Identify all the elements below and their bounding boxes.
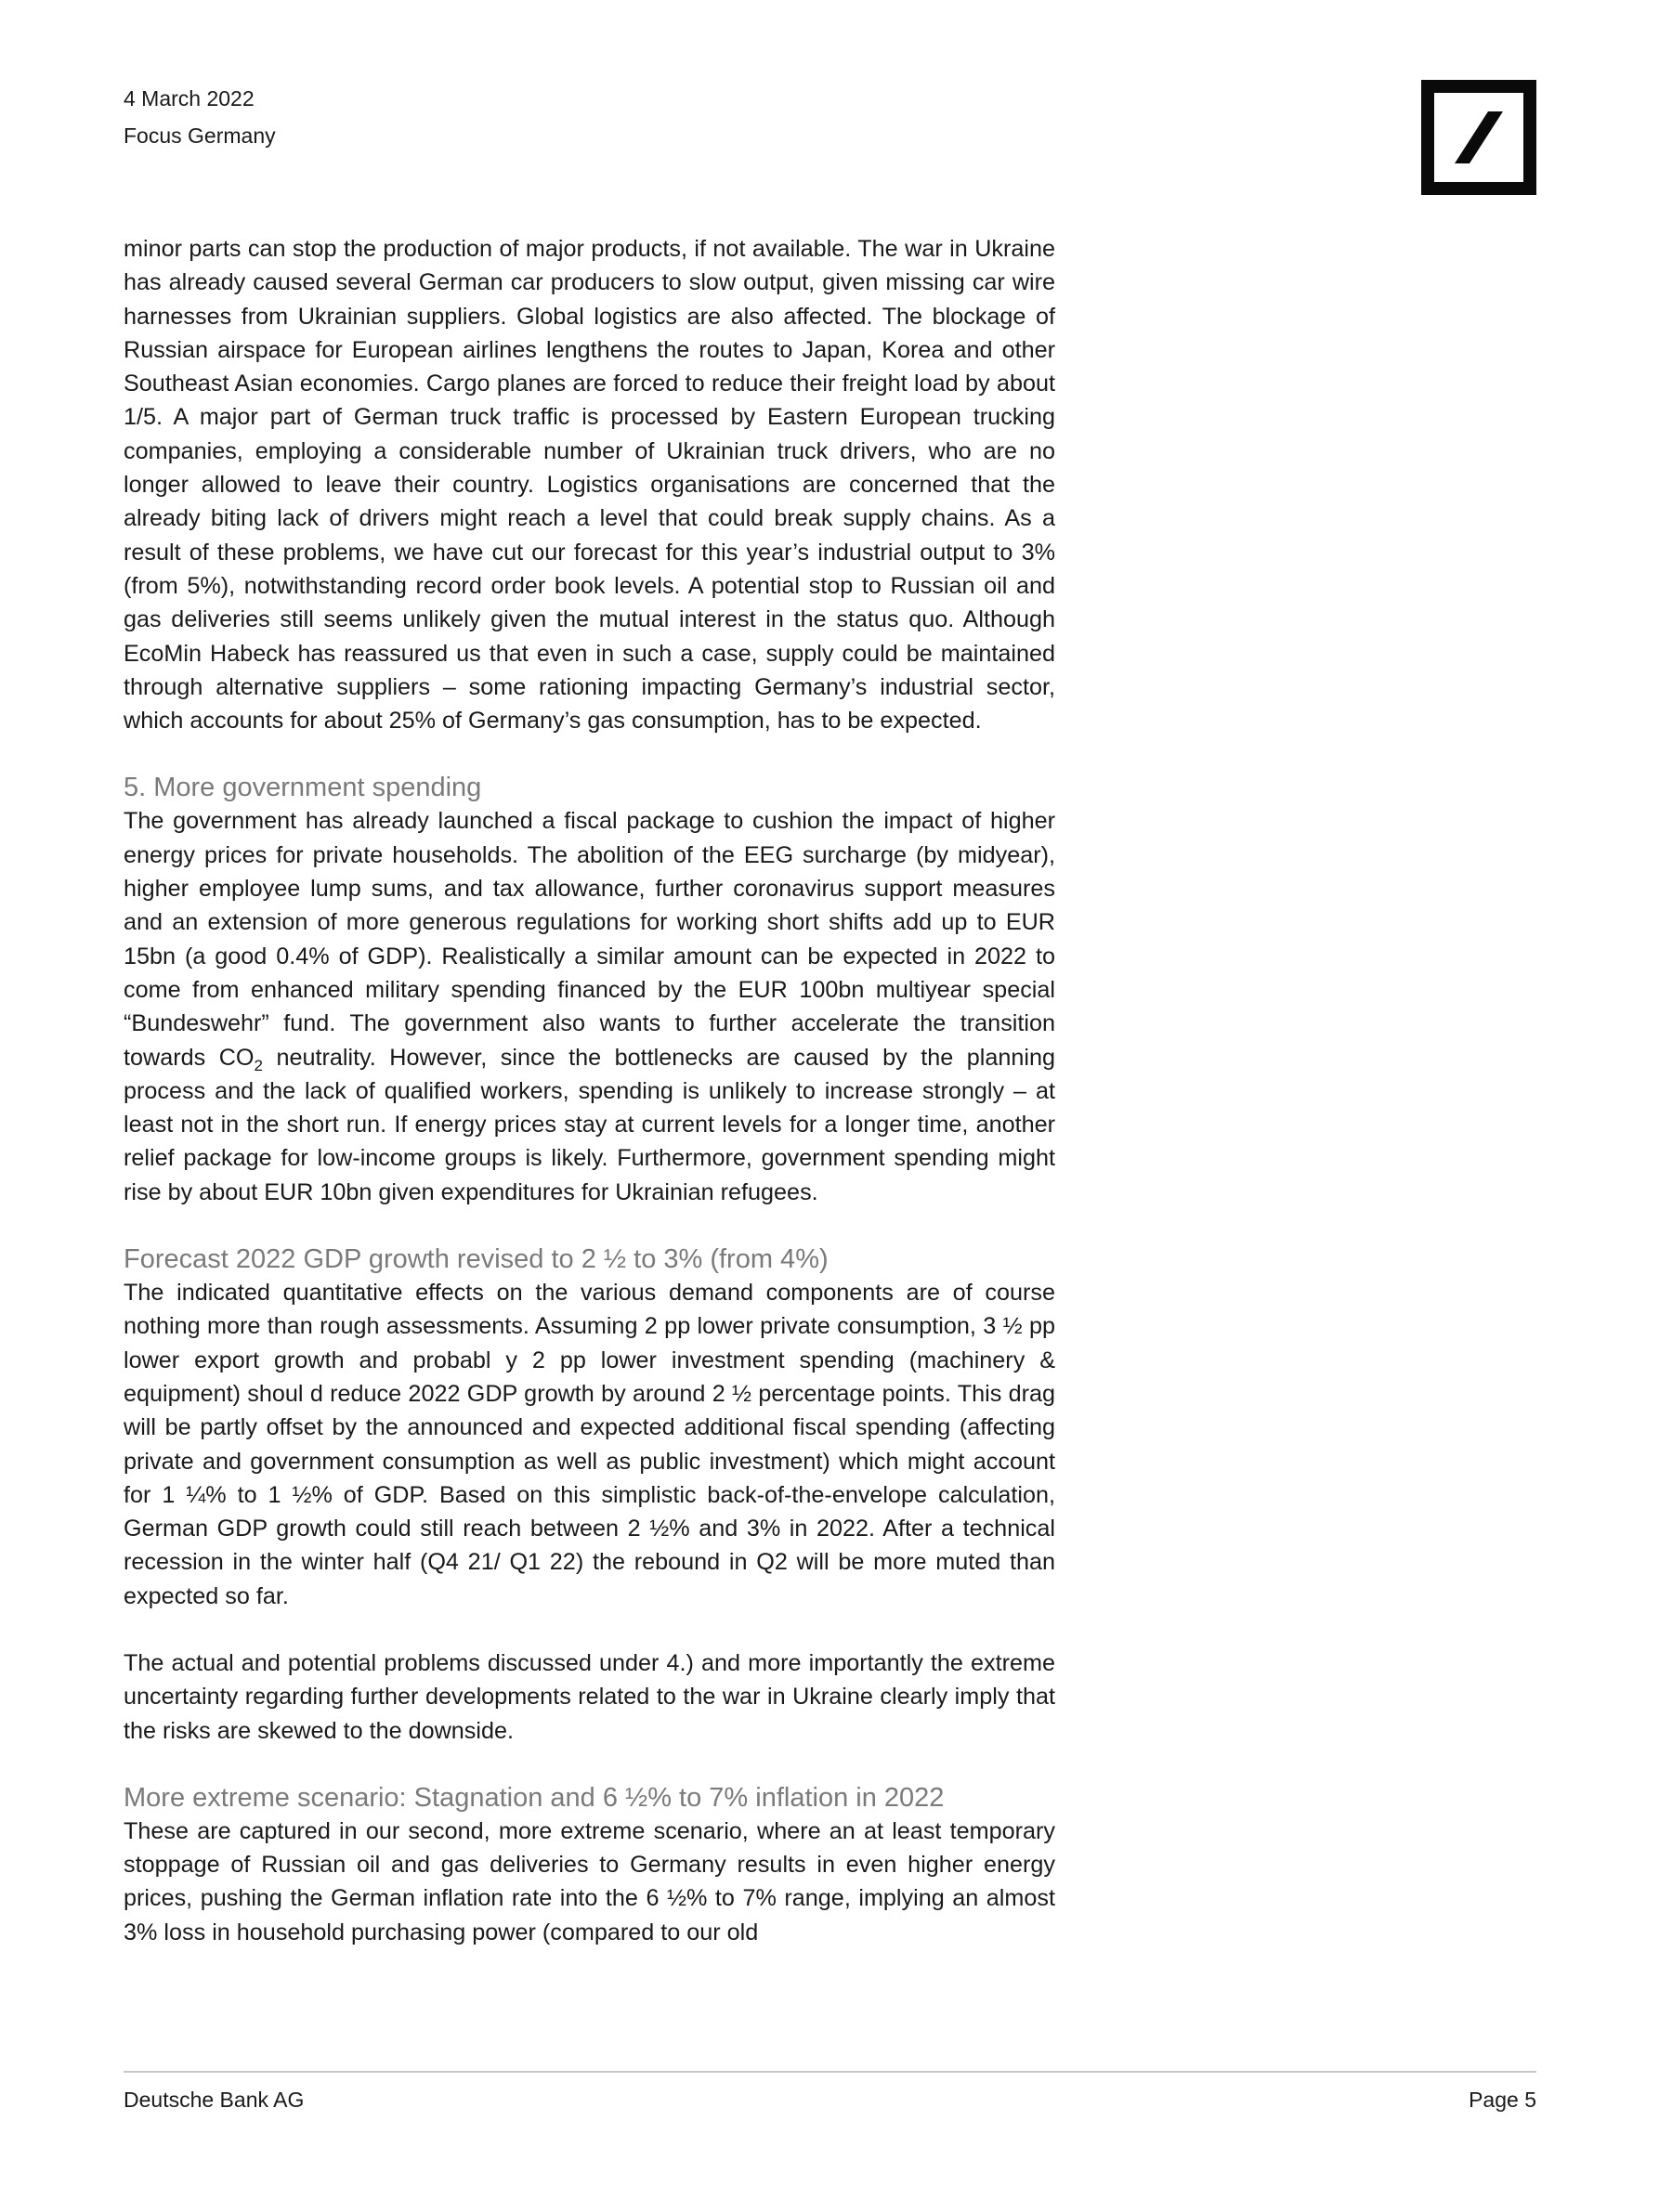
logo-slash-icon xyxy=(1434,93,1523,182)
section-heading-government-spending: 5. More government spending xyxy=(124,773,482,803)
footer-page-number: Page 5 xyxy=(1469,2088,1536,2112)
footer-divider xyxy=(124,2071,1536,2073)
intro-paragraph: minor parts can stop the production of major products, if not available. The war in Ukraine has already caused several German car producers to slow output, given missing car wire harnesses from Ukrainian suppliers. Global logistics are also affected. The blockage of Russian airspace for European airlines lengthens the routes to Japan, Korea and other Southeast Asian economies. Cargo planes are forced to reduce their freight load by about 1/5. A major part of German truck traffic is processed by Eastern European trucking companies, employing a considerable number of Ukrainian truck drivers, who are no longer allowed to leave their country. Logistics organisations are concerned that the already biting lack of drivers might reach a level that could break supply chains. As a result of these problems, we have cut our forecast for this year’s industrial output to 3% (from 5%), notwithstanding record order book levels. A potential stop to Russian oil and gas deliveries still seems unlikely given the mutual interest in the status quo. Although EcoMin Habeck has reassured us that even in such a case, supply could be maintained through alternative suppliers – some rationing impacting Germany’s industrial sector, which accounts for about 25% of Germany’s gas consumption, has to be expected. xyxy=(124,236,1055,735)
footer-company: Deutsche Bank AG xyxy=(124,2088,305,2112)
page-header xyxy=(124,80,276,154)
extreme-scenario-paragraph: These are captured in our second, more extreme scenario, where an at least temporary stoppage of Russian oil and gas deliveries to Germany results in even higher energy prices, pushing the German inflation rate into the 6 ½% to 7% range, implying an almost 3% loss in household purchasing power (compared to our old xyxy=(124,1817,1055,1945)
risk-paragraph: The actual and potential problems discussed under 4.) and more importantly the extreme uncertainty regarding further developments related to the war in Ukraine clearly imply that the risks are skewed to the downside. xyxy=(124,1649,1055,1744)
government-spending-paragraph: The government has already launched a fiscal package to cushion the impact of higher energy prices for private households. The abolition of the EEG surcharge (by midyear), higher employee lump sums, and tax allowance, further coronavirus support measures and an extension of more generous regulations for working short shifts add up to EUR 15bn (a good 0.4% of GDP). Realistically a similar amount can be expected in 2022 to come from enhanced military spending financed by the EUR 100bn multiyear special “Bundeswehr” fund. The government also wants to further accelerate the transition towards $CO_2$ neutrality. However, since the bottlenecks are caused by the planning process and the lack of qualified workers, spending is unlikely to increase strongly – at least not in the short run. If energy prices stay at current levels for a longer time, another relief package for low-income groups is likely. Furthermore, government spending might rise by about EUR 10bn given expenditures for Ukrainian refugees. xyxy=(124,808,1055,1205)
section-heading-extreme-scenario: More extreme scenario: Stagnation and 6 ½% to 7% inflation in 2022 xyxy=(124,1782,945,1813)
publication-name: Focus Germany xyxy=(124,124,276,148)
co2-subscript: 2 xyxy=(254,1056,263,1074)
deutsche-bank-logo-icon xyxy=(1421,80,1536,195)
article-body xyxy=(124,232,1055,1949)
section-heading-gdp-forecast: Forecast 2022 GDP growth revised to 2 ½ to 3% (from 4%) xyxy=(124,1244,829,1275)
report-date: 4 March 2022 xyxy=(124,86,255,111)
gdp-forecast-paragraph: The indicated quantitative effects on the various demand components are of course nothing more than rough assessments. Assuming 2 pp lower private consumption, 3 ½ pp lower export growth and probabl y 2 pp lower investment spending (machinery & equipment) shoul d reduce 2022 GDP growth by around 2 ½ percentage points. This drag will be partly offset by the announced and expected additional fiscal spending (affecting private and government consumption as well as public investment) which might account for 1 ¼% to 1 ½% of GDP. Based on this simplistic back-of-the-envelope calculation, German GDP growth could still reach between 2 ½% and 3% in 2022. After a technical recession in the winter half (Q4 21/ Q1 22) the rebound in Q2 will be more muted than expected so far. xyxy=(124,1280,1055,1609)
